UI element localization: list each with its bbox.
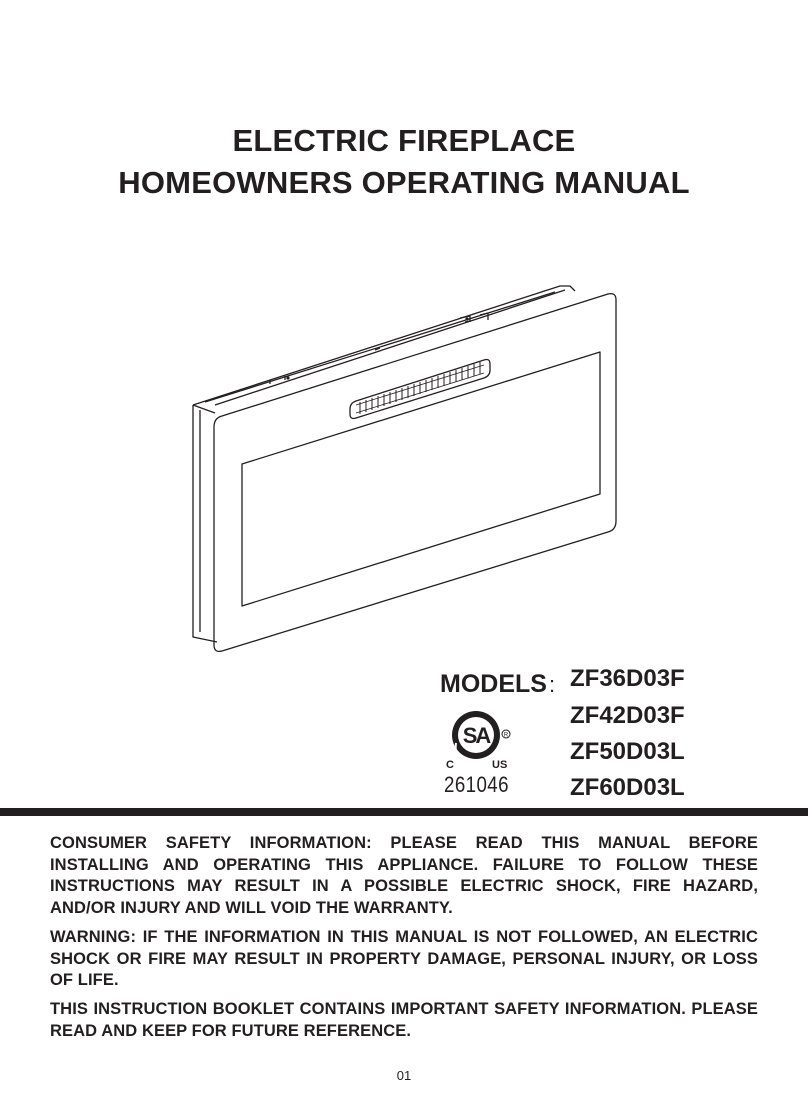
fireplace-illustration: [185, 280, 625, 655]
consumer-safety-paragraph: CONSUMER SAFETY INFORMATION: PLEASE READ THIS MANUAL BEFORE INSTALLING AND OPERATING THIS APPLIANCE. FAILURE TO FOLLOW THESE INSTRUCTIONS MAY RESULT IN A POSSIBLE ELECTRIC SHOCK, FIRE HAZARD, AND/OR INJURY AND WILL VOID THE WARRANTY.: [50, 834, 758, 917]
model-number: ZF36D03F: [570, 665, 685, 692]
manual-title-line-2: HOMEOWNERS OPERATING MANUAL: [118, 165, 690, 200]
section-divider: [0, 808, 808, 816]
csa-country-us: US: [492, 759, 508, 771]
model-number: ZF42D03F: [570, 702, 685, 729]
model-number: ZF50D03L: [570, 738, 685, 765]
page-number: 01: [396, 1068, 412, 1083]
certification-number: 261046: [444, 772, 509, 797]
svg-text:R: R: [503, 732, 509, 739]
models-separator: :: [548, 672, 556, 697]
models-label: [440, 670, 555, 699]
warning-paragraph: WARNING: IF THE INFORMATION IN THIS MANUAL IS NOT FOLLOWED, AN ELECTRIC SHOCK OR FIRE MAY RESULT IN PROPERTY DAMAGE, PERSONAL INJURY, OR LOSS OF LIFE.: [50, 928, 758, 989]
model-number: ZF60D03L: [570, 774, 685, 801]
svg-text:SA: SA: [462, 723, 490, 748]
instruction-booklet-paragraph: THIS INSTRUCTION BOOKLET CONTAINS IMPORTANT SAFETY INFORMATION. PLEASE READ AND KEEP FOR FUTURE REFERENCE.: [50, 1000, 758, 1040]
models-label-text: MODELS: [440, 670, 547, 698]
manual-title-line-1: ELECTRIC FIREPLACE: [232, 123, 576, 158]
csa-country-c: C: [446, 759, 454, 771]
